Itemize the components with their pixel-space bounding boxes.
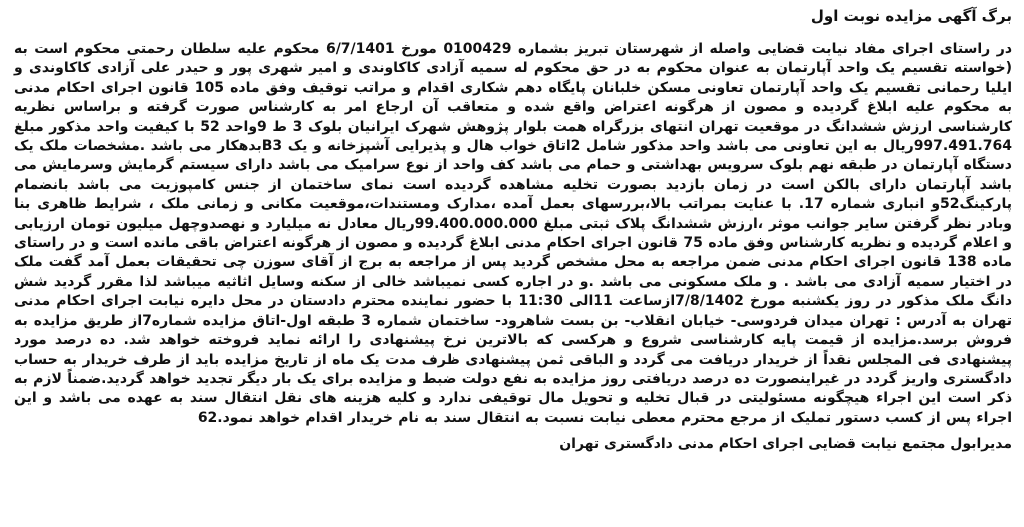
- notice-title: برگ آگهی مزایده نوبت اول: [810, 7, 1012, 25]
- notice-signature: مدیرابول مجتمع نیابت قضایی اجرای احکام مدنی دادگستری تهران: [559, 436, 1012, 453]
- notice-body-text: در راستای اجرای مفاد نیابت قضایی واصله از شهرستان تبریز بشماره 0100429 مورخ 6/7/1401 محکوم علیه سلطان رحمتی محکوم است به (خواسته تقسیم یک واحد آپارتمان به عنوان محکوم به در حق محکوم له سمیه آزادی کاکاوندی و امیر شهری پور و حیدر علی آزادی کاکاوندی و ایلیا رحمانی تقسیم یک واحد آپارتمان تعاونی مسکن خلبانان پایگاه دهم شکاری اقدام و مراتب توقیف وفق ماده 105 قانون اجرای احکام مدنی به محکوم علیه ابلاغ گردیده و مصون از هرگونه اعتراض واقع شده و متعاقب آن ارجاع امر به کارشناس صورت گرفته و براساس نظریه کارشناسی ارزش ششدانگ در موقعیت تهران انتهای بزرگراه همت بلوار پژوهش شهرک ایرانیان بلوک 3 ط 9واحد 52 با کیفیت واحد مذکور مبلغ 997.491.764ریال به این تعاونی می باشد واحد مذکور شامل 2اتاق خواب هال و پذیرایی آشپزخانه و یک B3بدهکار می باشد .مشخصات ملک یک دستگاه آپارتمان در طبقه نهم بلوک سرویس بهداشتی و حمام می باشد کف واحد از نوع سرامیک می باشد دارای سیستم گرمایش وسرمایش می باشد آپارتمان دارای بالکن است در زمان بازدید بصورت تخلیه مشاهده گردیده است نمای ساختمان از جنس کامپوزیت می باشد بانضمام پارکینگ52و انباری شماره 17. با عنایت بمراتب بالا،بررسهای بعمل آمده ،مدارک ومستندات،موقعیت مکانی و زمانی ملک ، شرایط ظاهری بنا وبادر نظر گرفتن سایر جوانب موثر ،ارزش ششدانگ پلاک ثبتی مبلغ 99.400.000.000ریال معادل نه میلیارد و نهصدوچهل میلیون تومان ارزیابی و اعلام گردیده و نظریه کارشناس وفق ماده 75 قانون اجرای احکام مدنی ابلاغ گردیده و مصون از هرگونه اعتراض باقی مانده است و در راستای ماده 138 قانون اجرای احکام مدنی ضمن مراجعه به محل مشخص گردید پس از مراجعه به برج از آقای سوزن چی تحقیقات بعمل آمد گفت ملک در اختیار سمیه آزادی می باشد . و ملک مسکونی می باشد .و در اجاره کسی نمیباشد خالی از سکنه وسایل اثاثیه میباشد لذا مقرر گردید شش دانگ ملک مذکور در روز یکشنبه مورخ 7/8/1402ازساعت 11الی 11:30 با حضور نماینده محترم دادستان در محل دایره نیابت اجرای احکام مدنی تهران به آدرس : تهران میدان فردوسی- خیابان انقلاب- بن بست شاهرود- ساختمان شماره 3 طبقه اول-اتاق مزایده شماره7از طریق مزایده به فروش برسد.مزایده از قیمت پایه کارشناسی شروع و هرکسی که بالاترین نرخ پیشنهادی را ارائه نماید فروخته خواهد شد. ده درصد مورد پیشنهادی فی المجلس نقداً از خریدار دریافت می گردد و الباقی ثمن پیشنهادی ظرف مدت یک ماه از تاریخ مزایده باید از طرف خریدار به حساب دادگستری واریز گردد در غیراینصورت ده درصد دریافتی روز مزایده به نفع دولت ضبط و مزایده برای یک بار دیگر تجدید خواهد گردید.ضمناً لازم به ذکر است این اجراء هیچگونه مسئولیتی در قبال تخلیه و تحویل مال توقیفی ندارد و کلیه هزینه های نقل انتقال سند به عهده می باشد و این اجراء پس از کسب دستور تملیک از مرجع محترم معطی نیابت نسبت به انتقال سند به نام خریدار اقدام خواهد نمود.62: [14, 41, 1013, 426]
